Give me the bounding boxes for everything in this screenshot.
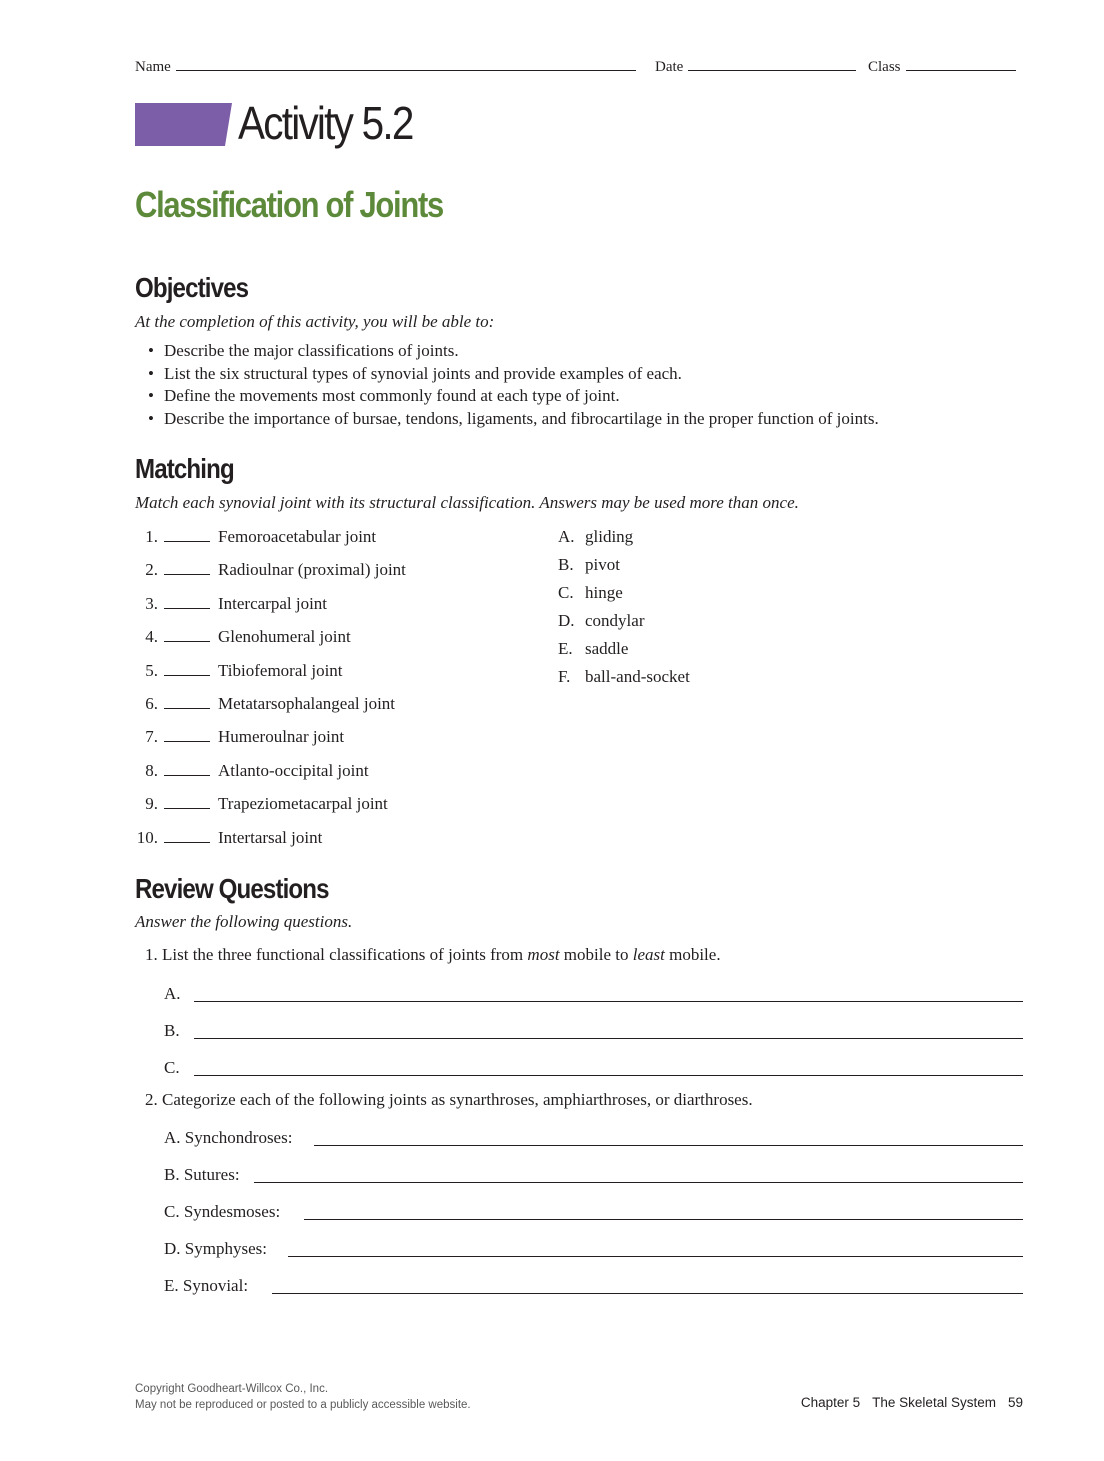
answer-blank[interactable] bbox=[164, 708, 210, 709]
answer-line[interactable] bbox=[304, 1219, 1023, 1220]
review-heading: Review Questions bbox=[135, 873, 329, 904]
answer-blank[interactable] bbox=[164, 741, 210, 742]
objective-item: • Define the movements most commonly found at each type of joint. bbox=[148, 386, 620, 406]
bullet-icon: • bbox=[148, 363, 154, 383]
review-intro: Answer the following questions. bbox=[135, 912, 353, 931]
name-label: Name bbox=[135, 59, 171, 75]
answer-row[interactable]: B. Sutures: bbox=[164, 1163, 1023, 1187]
answer-blank[interactable] bbox=[164, 842, 210, 843]
answer-row[interactable]: A. bbox=[164, 982, 1023, 1006]
worksheet-page: Name Date Class Activity 5.2 Classification of Joints Objectives At the completion of this activity, you will be able to: • Describe the major classifications of joints. • List the six structural types of synovial joints and provide examples of each. • Define the movements most commonly found at each type of joint. • Describe the importance of bursae, tendons, ligaments, and fibrocartilage in the proper function of joints. Matching Match each synovial joint with its structural classification. Answers may be used more than once. 1. Femoroacetabular joint 2. Radioulnar (proximal) joint 3. Intercarpal joint 4. Glenohumeral joint 5. Tibiofemoral joint 6. Metatarsophalangeal joint 7. Humeroulnar joint 8. Atlanto-occipital joint 9. Trapeziometacarpal joint 10. Intertarsal joint A. gliding B. pivot C. hinge D. condylar E. saddle F. ball-and-socket Review Questions Answer the following questions. 1. List the three functional classifications of joints from most mobile to least mobile. A. B. C. 2. Categorize each of the following joints as synarthroses, amphiarthroses, or diarthroses. A. Synchondroses: B. Sutures: C. Syndesmoses: D. Symphyses: E. Synovial: Copyright Goodheart-Willcox Co., Inc. May not be reproduced or posted to a publicly accessible website. Chapter 5 The Skeletal System 59 bbox=[0, 0, 1104, 1461]
answer-blank[interactable] bbox=[164, 608, 210, 609]
class-field[interactable] bbox=[868, 56, 1016, 76]
objectives-list bbox=[148, 340, 879, 430]
question-2: 2. Categorize each of the following joints as synarthroses, amphiarthroses, or diarthroses. bbox=[145, 1090, 753, 1109]
answer-blank[interactable] bbox=[164, 675, 210, 676]
date-line[interactable] bbox=[688, 56, 856, 71]
copyright-notice: Copyright Goodheart-Willcox Co., Inc. May not be reproduced or posted to a publicly accessible website. bbox=[135, 1383, 471, 1411]
objectives-intro: At the completion of this activity, you will be able to: bbox=[135, 312, 495, 331]
chapter-label: Chapter 5 bbox=[800, 1395, 861, 1410]
page-number: 59 bbox=[1007, 1395, 1023, 1410]
answer-row[interactable]: D. Symphyses: bbox=[164, 1237, 1023, 1261]
answer-row[interactable]: E. Synovial: bbox=[164, 1274, 1023, 1298]
answer-line[interactable] bbox=[272, 1293, 1023, 1294]
answer-row[interactable]: C. Syndesmoses: bbox=[164, 1200, 1023, 1224]
page-footer bbox=[789, 1395, 1023, 1410]
answer-line[interactable] bbox=[194, 1038, 1023, 1039]
name-line[interactable] bbox=[176, 56, 636, 71]
objective-item: • Describe the major classifications of joints. bbox=[148, 341, 459, 360]
objectives-heading: Objectives bbox=[135, 272, 249, 303]
answer-line[interactable] bbox=[288, 1256, 1023, 1257]
activity-color-bar bbox=[135, 103, 232, 146]
page-subtitle: Classification of Joints bbox=[135, 184, 443, 225]
answer-line[interactable] bbox=[194, 1075, 1023, 1076]
answer-row[interactable]: B. bbox=[164, 1019, 1023, 1043]
date-field[interactable] bbox=[655, 56, 856, 76]
answer-blank[interactable] bbox=[164, 574, 210, 575]
chapter-title: The Skeletal System bbox=[872, 1395, 996, 1410]
bullet-icon: • bbox=[148, 341, 154, 360]
class-label: Class bbox=[868, 59, 901, 75]
matching-heading: Matching bbox=[135, 453, 234, 484]
answer-row[interactable]: A. Synchondroses: bbox=[164, 1126, 1023, 1150]
answer-line[interactable] bbox=[194, 1001, 1023, 1002]
objective-item: • Describe the importance of bursae, tendons, ligaments, and fibrocartilage in the proper function of joints. bbox=[148, 408, 879, 428]
matching-intro: Match each synovial joint with its structural classification. Answers may be used more than once. bbox=[135, 493, 799, 512]
objective-item: • List the six structural types of synovial joints and provide examples of each. bbox=[148, 363, 682, 383]
answer-blank[interactable] bbox=[164, 808, 210, 809]
answer-row[interactable]: C. bbox=[164, 1056, 1023, 1080]
answer-blank[interactable] bbox=[164, 775, 210, 776]
answer-line[interactable] bbox=[314, 1145, 1023, 1146]
class-line[interactable] bbox=[906, 56, 1016, 71]
answer-line[interactable] bbox=[254, 1182, 1023, 1183]
activity-title: Activity 5.2 bbox=[238, 97, 413, 149]
bullet-icon: • bbox=[148, 386, 154, 406]
name-field[interactable] bbox=[135, 56, 636, 76]
question-1: 1. List the three functional classifications of joints from most mobile to least mobile. bbox=[145, 945, 721, 964]
answer-blank[interactable] bbox=[164, 541, 210, 542]
bullet-icon: • bbox=[148, 408, 154, 428]
date-label: Date bbox=[655, 59, 684, 75]
answer-blank[interactable] bbox=[164, 641, 210, 642]
